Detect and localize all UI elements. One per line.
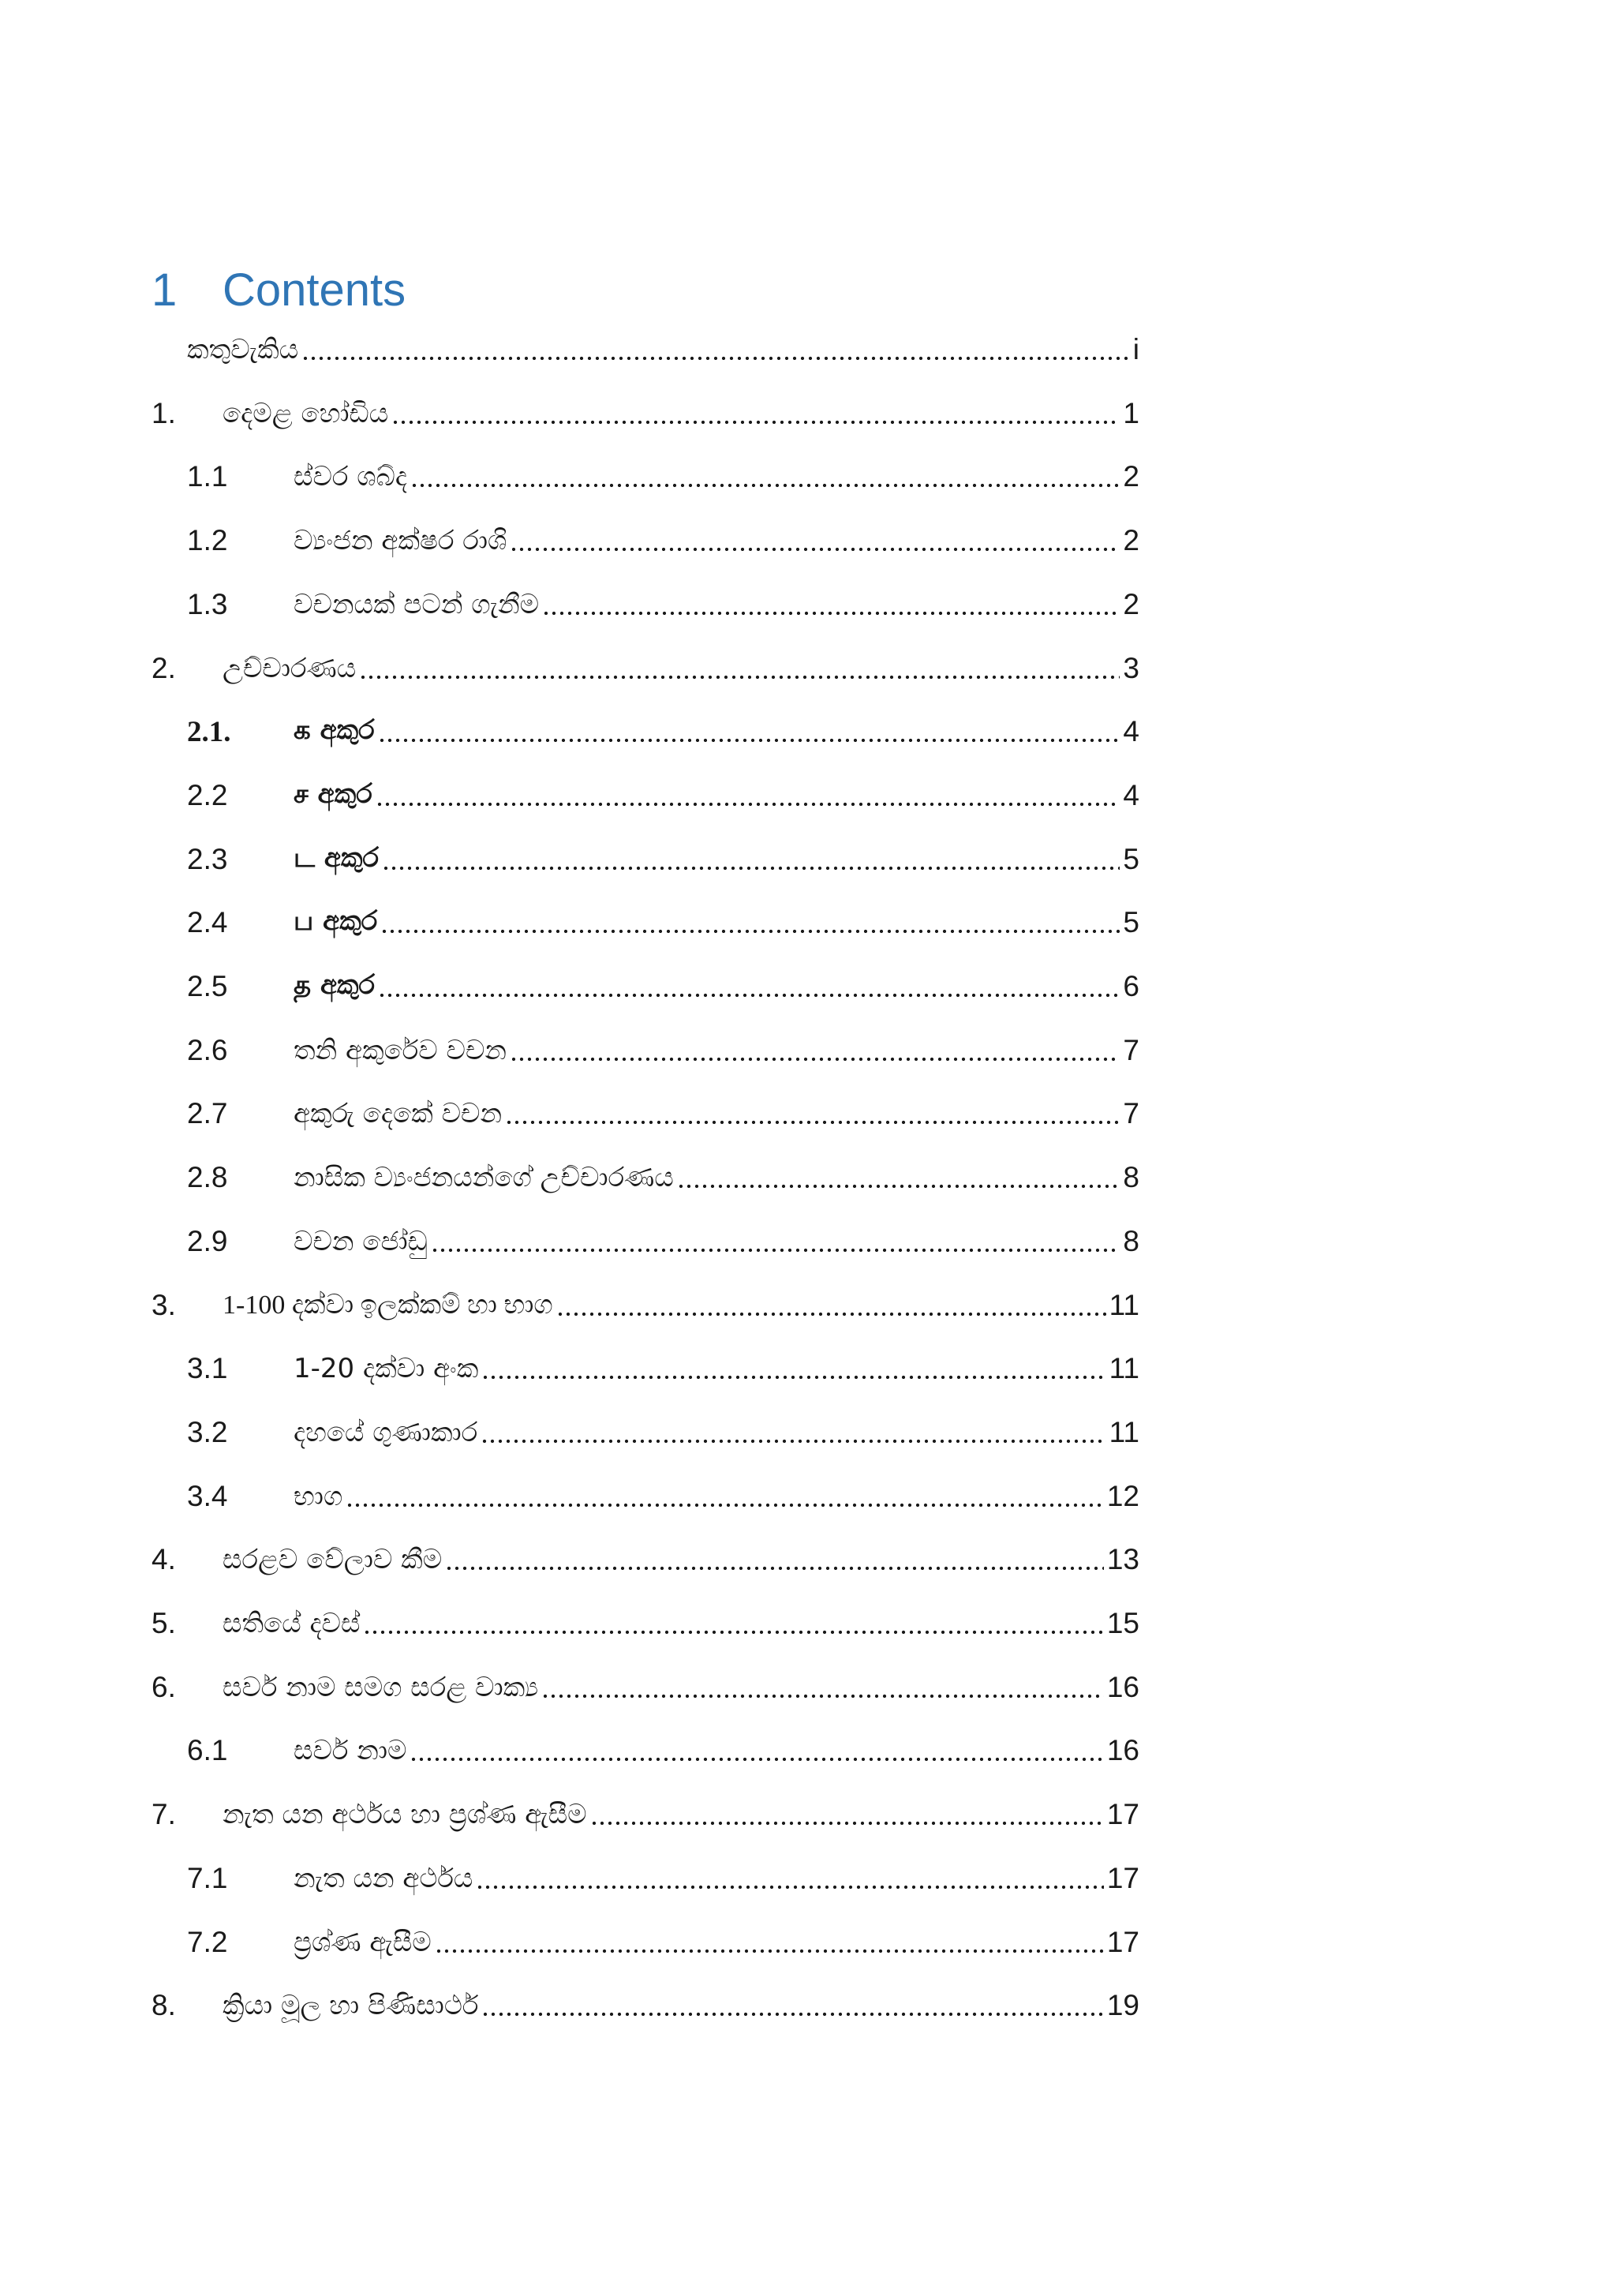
toc-entry-title: ක්‍රියා මූල හා පිණිසාර්ථ <box>223 1990 479 2021</box>
toc-entry-page: 16 <box>1106 1671 1139 1703</box>
dot-leader <box>391 419 1120 425</box>
toc-entry-number: 2.5 <box>187 970 228 1002</box>
toc-entry[interactable] <box>187 1156 1139 1199</box>
toc-entry-page: 13 <box>1106 1543 1139 1575</box>
toc-entry[interactable] <box>187 710 1139 753</box>
toc-entry-page: 11 <box>1109 1352 1139 1384</box>
dot-leader <box>476 1884 1104 1890</box>
dot-leader <box>431 1247 1120 1253</box>
toc-entry-number: 3.2 <box>187 1416 228 1448</box>
toc-entry-page: 4 <box>1123 715 1139 747</box>
dot-leader <box>301 355 1130 361</box>
toc-entry[interactable] <box>187 1092 1139 1135</box>
dot-leader <box>363 1629 1103 1635</box>
dot-leader <box>481 2011 1103 2017</box>
toc-entry-title: නැත යන අර්ථය හා ප්‍රශ්ණ ඇසීම <box>223 1799 587 1830</box>
toc-entry[interactable] <box>187 1729 1139 1772</box>
toc-entry-page: 2 <box>1123 588 1139 620</box>
dot-leader <box>505 1119 1120 1126</box>
toc-entry-title: භාග <box>294 1481 343 1512</box>
toc-entry-number: 2.7 <box>187 1097 228 1129</box>
toc-entry-number: 1.1 <box>187 460 228 493</box>
toc-entry-page: 17 <box>1106 1798 1139 1830</box>
toc-entry-number: 2.8 <box>187 1161 228 1193</box>
toc-entry-title: ட අකුර <box>294 842 379 874</box>
toc-entry[interactable] <box>187 1475 1139 1518</box>
toc-entry-page: 1 <box>1123 397 1139 429</box>
toc-entry-number: 2.6 <box>187 1034 228 1066</box>
toc-entry-title: ස්වර ශබ්ද <box>294 461 407 493</box>
dot-leader <box>510 1056 1120 1062</box>
toc-entry[interactable] <box>187 583 1139 626</box>
toc-entry[interactable] <box>152 1602 1139 1645</box>
toc-entry-page: 16 <box>1106 1734 1139 1766</box>
toc-entry-title: දෙමළ හෝඩිය <box>223 398 389 429</box>
dot-leader <box>677 1183 1120 1189</box>
toc-entry-page: 17 <box>1106 1862 1139 1894</box>
toc-entry-page: 19 <box>1106 1989 1139 2021</box>
toc-entry-number: 1.3 <box>187 588 228 620</box>
toc-entry-number: 5. <box>152 1607 176 1639</box>
toc-entry-title: කතුවැකිය <box>187 334 299 365</box>
toc-entry-page: 7 <box>1123 1034 1139 1066</box>
dot-leader <box>481 1438 1105 1444</box>
dot-leader <box>590 1820 1104 1826</box>
toc-entry-title: த අකුර <box>294 969 376 1001</box>
toc-entry-page: 8 <box>1123 1225 1139 1257</box>
toc-entry-page: 12 <box>1106 1480 1139 1512</box>
toc-entry-number: 7. <box>152 1798 176 1830</box>
toc-entry-number: 1. <box>152 397 176 429</box>
toc-entry[interactable] <box>152 1538 1139 1581</box>
dot-leader <box>481 1374 1105 1380</box>
dot-leader <box>376 801 1120 807</box>
toc-entry-title: සර්ව නාම සමග සරළ වාක්‍ය <box>223 1672 539 1703</box>
toc-entry[interactable] <box>152 392 1139 435</box>
toc-entry[interactable] <box>187 1029 1139 1072</box>
toc-entry[interactable] <box>187 838 1139 881</box>
toc-entry-page: 3 <box>1123 652 1139 684</box>
toc-entry[interactable] <box>187 1921 1139 1964</box>
toc-entry-number: 7.1 <box>187 1862 228 1894</box>
toc-entry-number: 6. <box>152 1671 176 1703</box>
toc-entry-page: i <box>1132 333 1139 365</box>
toc-entry[interactable] <box>187 1347 1139 1390</box>
toc-entry[interactable] <box>187 965 1139 1008</box>
toc-entry-page: 4 <box>1123 779 1139 811</box>
toc-entry-number: 1.2 <box>187 524 228 556</box>
dot-leader <box>378 992 1120 998</box>
toc-entry-title: සර්ව නාම <box>294 1735 407 1766</box>
toc-entry[interactable] <box>187 328 1139 371</box>
toc-entry-page: 15 <box>1106 1607 1139 1639</box>
toc-entry-title: ப අකුර <box>294 905 378 937</box>
toc-entry-page: 17 <box>1106 1926 1139 1958</box>
toc-entry[interactable] <box>187 1857 1139 1900</box>
toc-entry-page: 2 <box>1123 460 1139 493</box>
toc-entry-number: 2.3 <box>187 843 228 875</box>
toc-entry-title: ச අකුර <box>294 778 372 810</box>
toc-entry-number: 3. <box>152 1289 176 1321</box>
toc-entry-title: க අකුර <box>294 714 375 746</box>
toc-entry[interactable] <box>152 1284 1139 1327</box>
toc-entry-title: දහයේ ගුණාකාර <box>294 1417 478 1448</box>
toc-entry[interactable] <box>152 1984 1139 2027</box>
dot-leader <box>435 1948 1104 1954</box>
toc-entry[interactable] <box>187 1411 1139 1454</box>
toc-entry-number: 3.1 <box>187 1352 228 1384</box>
toc-entry[interactable] <box>187 519 1139 562</box>
toc-entry[interactable] <box>187 774 1139 817</box>
toc-entry-page: 7 <box>1123 1097 1139 1129</box>
toc-entry-title: සතියේ දවස් <box>223 1608 361 1639</box>
toc-entry-number: 8. <box>152 1989 176 2021</box>
toc-entry-page: 5 <box>1123 906 1139 938</box>
toc-entry[interactable] <box>187 455 1139 498</box>
toc-entry-page: 6 <box>1123 970 1139 1002</box>
heading-title: Contents <box>223 264 406 316</box>
contents-heading <box>152 260 406 320</box>
dot-leader <box>410 1756 1103 1762</box>
toc-entry-title: සරළව වේලාව කීම <box>223 1544 443 1575</box>
toc-entry[interactable] <box>152 647 1139 690</box>
toc-entry-page: 8 <box>1123 1161 1139 1193</box>
dot-leader <box>410 482 1120 489</box>
toc-entry-title: 1-100 දක්වා ඉලක්කම් හා භාග <box>223 1290 553 1320</box>
toc-entry[interactable] <box>187 901 1139 944</box>
dot-leader <box>445 1565 1104 1571</box>
toc-entry-title: 1-20 දක්වා අංක <box>294 1353 479 1384</box>
toc-entry-number: 2.2 <box>187 779 228 811</box>
dot-leader <box>380 928 1120 935</box>
dot-leader <box>541 1693 1104 1699</box>
dot-leader <box>346 1502 1104 1508</box>
toc-entry-title: වචන ජෝඩු <box>294 1226 428 1257</box>
dot-leader <box>542 610 1120 616</box>
toc-entry-number: 2.1. <box>187 715 231 748</box>
heading-number: 1 <box>152 264 178 316</box>
toc-entry-number: 4. <box>152 1543 176 1575</box>
toc-entry-page: 2 <box>1123 524 1139 556</box>
toc-entry-page: 11 <box>1109 1289 1139 1321</box>
toc-entry-title: තනි අකුරේව වචන <box>294 1035 507 1066</box>
dot-leader <box>556 1311 1106 1317</box>
toc-entry-number: 7.2 <box>187 1926 228 1958</box>
dot-leader <box>510 546 1120 552</box>
toc-entry[interactable] <box>187 1220 1139 1263</box>
toc-entry-page: 5 <box>1123 843 1139 875</box>
toc-entry-title: උච්චාරණය <box>223 653 357 684</box>
dot-leader <box>382 865 1120 871</box>
dot-leader <box>359 674 1120 680</box>
toc-entry-title: නැත යන අර්ථය <box>294 1863 473 1894</box>
toc-entry-number: 2.4 <box>187 906 228 938</box>
toc-entry[interactable] <box>152 1666 1139 1709</box>
toc-entry-title: වචනයක් පටන් ගැනීම <box>294 589 540 620</box>
dot-leader <box>378 737 1120 743</box>
toc-entry-title: ව්‍යංජන අක්ෂර රාශි <box>294 525 507 556</box>
toc-entry-number: 6.1 <box>187 1734 228 1766</box>
toc-entry-title: අකුරු දෙකේ වචන <box>294 1098 503 1129</box>
toc-entry-title: ප්‍රශ්ණ ඇසීම <box>294 1927 432 1958</box>
toc-entry-number: 2.9 <box>187 1225 228 1257</box>
toc-entry[interactable] <box>152 1793 1139 1836</box>
toc-entry-number: 2. <box>152 652 176 684</box>
toc-entry-page: 11 <box>1109 1416 1139 1448</box>
toc-entry-title: නාසික ව්‍යංජනයන්ගේ උච්චාරණය <box>294 1162 674 1193</box>
toc-entry-number: 3.4 <box>187 1480 228 1512</box>
